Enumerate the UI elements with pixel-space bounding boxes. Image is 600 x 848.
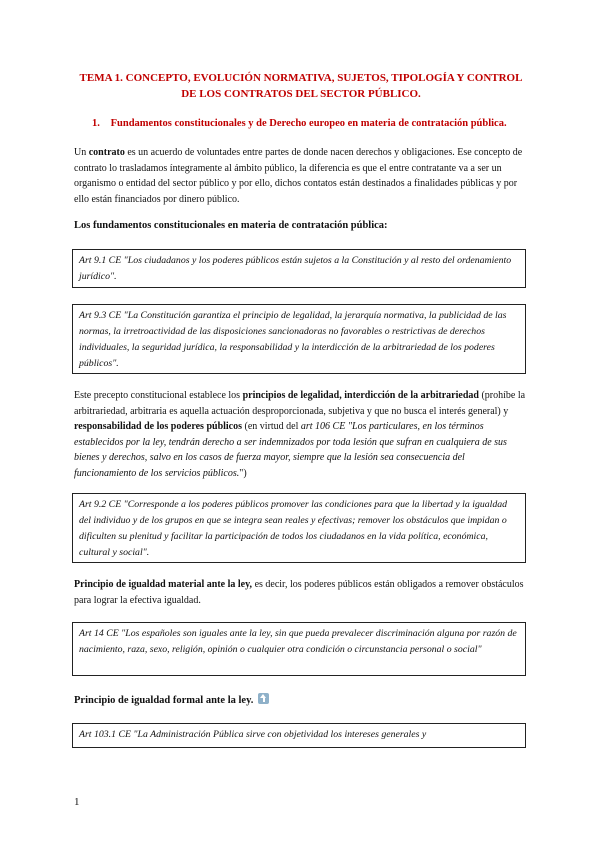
document-title bbox=[66, 70, 536, 102]
title-line-1: TEMA 1. CONCEPTO, EVOLUCIÓN NORMATIVA, SUJETOS, TIPOLOGÍA Y CONTROL bbox=[79, 72, 523, 84]
page-number: 1 bbox=[74, 796, 80, 808]
section-heading-text: Fundamentos constitucionales y de Derecho europeo en materia de contratación pública. bbox=[110, 118, 507, 129]
igualdad-material-bold: Principio de igualdad material ante la ley, bbox=[74, 579, 253, 590]
precepto-italic-art-106: art 106 CE "Los particulares, en los términos establecidos por la ley, tendrán derecho a ser indemnizados por toda lesión que sufran en cualquiera de sus bienes y derechos, salvo en los casos de fuerza mayor, siempre que la lesión sea consecuencia del funcionamiento de los servicios públicos. bbox=[74, 421, 507, 479]
intro-paragraph bbox=[74, 145, 526, 207]
quote-box-art-9-2: Art 9.2 CE "Corresponde a los poderes públicos promover las condiciones para que la libertad y la igualdad del individuo y de los grupos en que se integra sean reales y efectivas; remover los obstáculos que impidan o dificulten su plenitud y facilitar la participación de todos los ciudadanos en la vida política, económica, cultural y social". bbox=[72, 493, 526, 563]
quote-box-art-103-1: Art 103.1 CE "La Administración Pública sirve con objetividad los intereses generales y bbox=[72, 723, 526, 748]
igualdad-material-text: es decir, los poderes públicos están obligados a remover obstáculos para lograr la efectiva igualdad. bbox=[74, 579, 524, 606]
precepto-bold-responsabilidad: responsabilidad de los poderes públicos bbox=[74, 421, 243, 432]
precepto-text-c: (prohíbe la arbitrariedad, arbitraria es aquella actuación desproporcionada, subjetiva y que no busca el interés general) y bbox=[74, 390, 526, 417]
precepto-text-g: ") bbox=[239, 467, 247, 479]
title-line-2: DE LOS CONTRATOS DEL SECTOR PÚBLICO. bbox=[181, 88, 421, 100]
quote-box-art-9-1: Art 9.1 CE "Los ciudadanos y los poderes públicos están sujetos a la Constitución y al resto del ordenamiento jurídico". bbox=[72, 249, 526, 288]
precepto-text-a: Este precepto constitucional establece los bbox=[74, 390, 243, 401]
up-arrow-icon bbox=[258, 693, 269, 704]
precepto-text-e: (en virtud del bbox=[242, 421, 301, 432]
section-number: 1. bbox=[92, 118, 100, 129]
intro-term-contrato: contrato bbox=[88, 147, 125, 158]
fundamentos-heading: Los fundamentos constitucionales en materia de contratación pública: bbox=[74, 220, 388, 231]
precepto-bold-principios: principios de legalidad, interdicción de la arbitrariedad bbox=[242, 390, 479, 401]
precepto-paragraph bbox=[74, 388, 526, 481]
igualdad-formal-heading bbox=[74, 693, 269, 708]
quote-box-art-14: Art 14 CE "Los españoles son iguales ante la ley, sin que pueda prevalecer discriminación alguna por razón de nacimiento, raza, sexo, religión, opinión o cualquier otra condición o circunstancia personal o social" bbox=[72, 622, 526, 676]
igualdad-formal-text: Principio de igualdad formal ante la ley. bbox=[74, 695, 254, 706]
intro-text-a: Un bbox=[74, 147, 89, 158]
intro-text-c: es un acuerdo de voluntades entre partes de donde nacen derechos y obligaciones. Ese concepto de contrato lo trasladamos íntegramente al ámbito público, la diferencia es que el entre contratante va a ser un organismo o entidad del sector público y por ello, dichos contatos están destinados a finalidades públicas y por ello están financiados por dinero público. bbox=[74, 147, 523, 205]
igualdad-material-paragraph bbox=[74, 577, 526, 608]
section-heading bbox=[92, 117, 552, 131]
quote-box-art-9-3: Art 9.3 CE "La Constitución garantiza el principio de legalidad, la jerarquía normativa, la publicidad de las normas, la irretroactividad de las disposiciones sancionadoras no favorables o restrictivas de derechos individuales, la seguridad jurídica, la responsabilidad y la interdicción de la arbitrariedad de los poderes públicos". bbox=[72, 304, 526, 374]
